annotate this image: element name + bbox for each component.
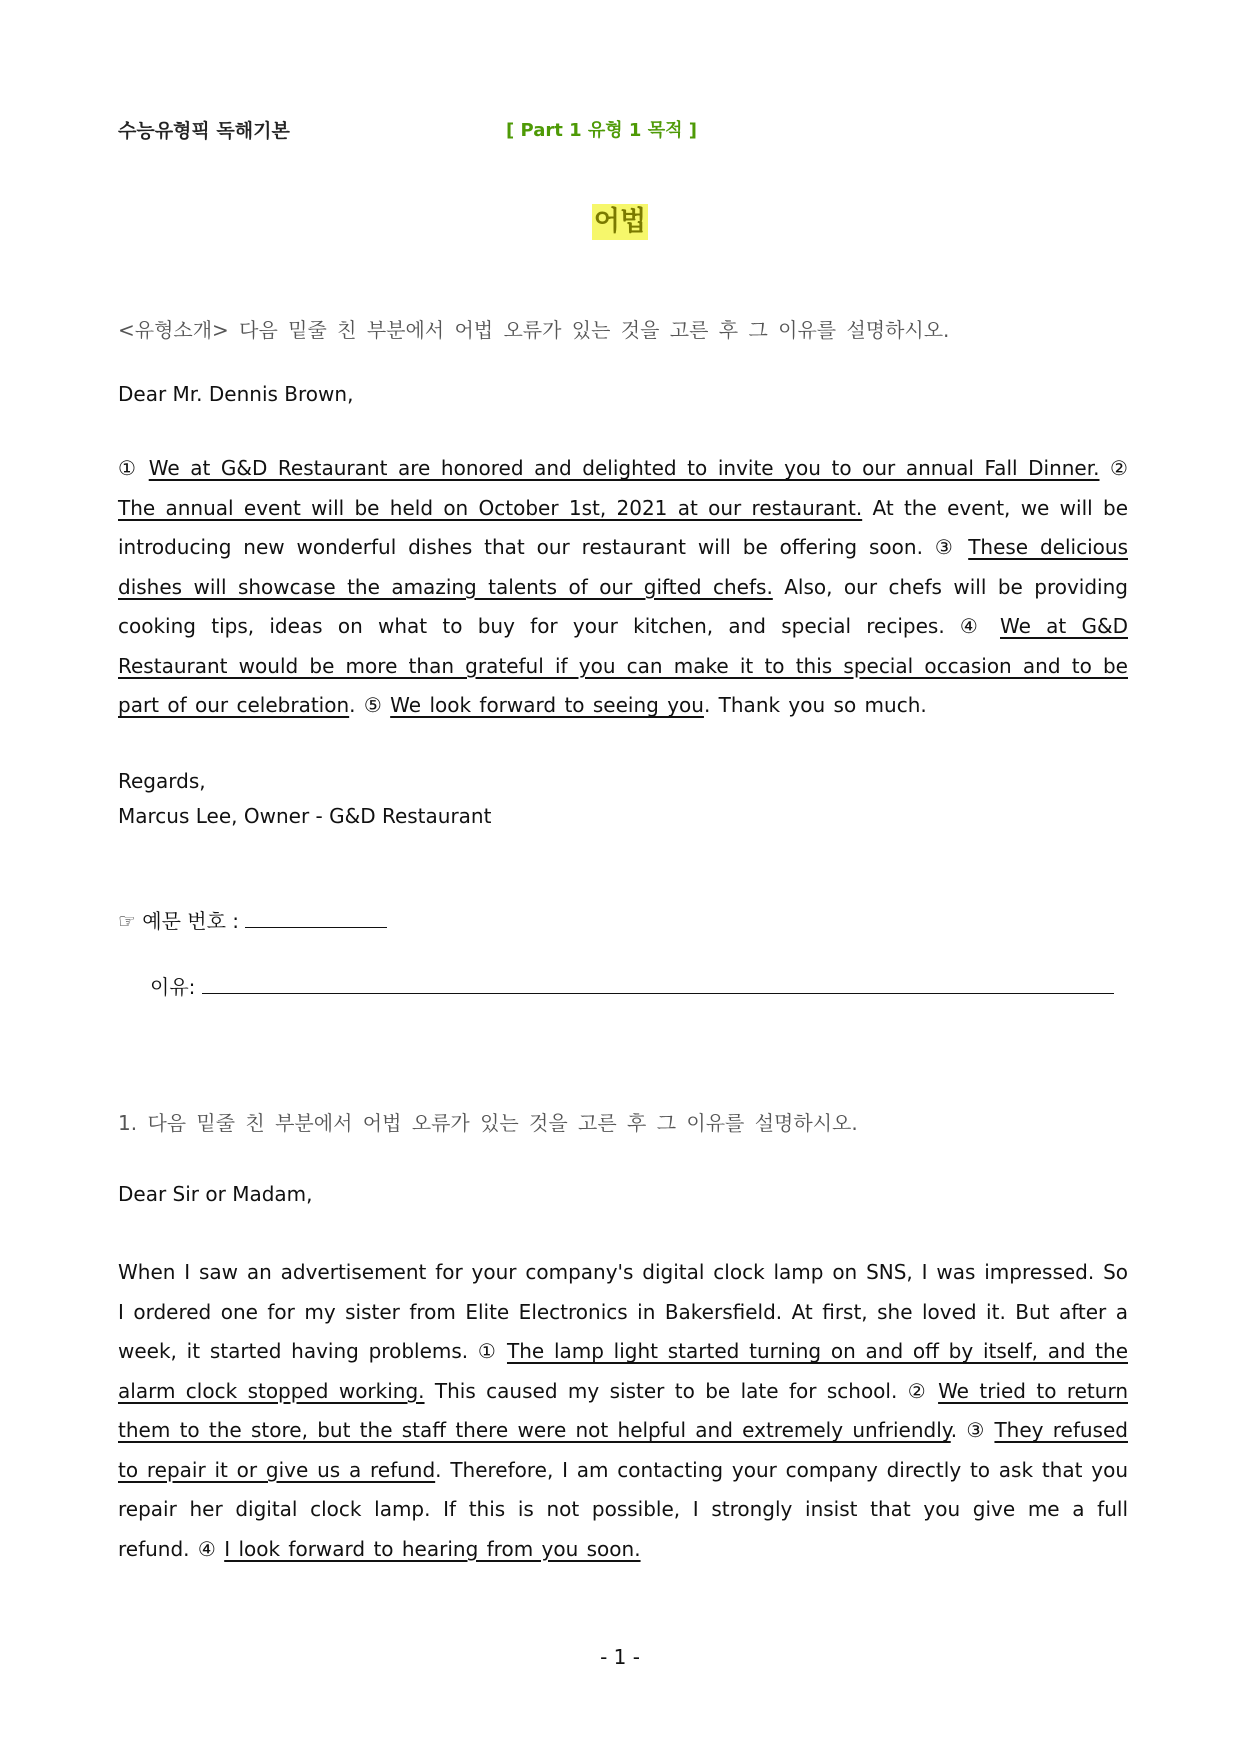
underlined-sentence-4: We at G&D Restaurant would be more than grateful if you can make it to this special occasion and to be part of our celebration [118, 614, 1128, 717]
intro-passage [118, 449, 1128, 726]
reason-label: 이유: [150, 975, 202, 999]
q1-salutation: Dear Sir or Madam, [118, 1182, 313, 1206]
intro-instruction: <유형소개> 다음 밑줄 친 부분에서 어법 오류가 있는 것을 고른 후 그 이유를 설명하시오. [118, 318, 950, 342]
passage-text: . Therefore, I am contacting your company directly to ask that you repair her digital clock lamp. If this is not possible, I strongly insist that you give me a full refund. ④ [118, 1457, 1128, 1561]
part-label: [ Part 1 유형 1 목적 ] [506, 120, 697, 141]
reason-row [150, 971, 1126, 1000]
book-title: 수능유형픽 독해기본 [118, 120, 290, 142]
passage-text: When I saw an advertisement for your company's digital clock lamp on SNS, I was impressed. So I ordered one for my sister from Elite Electronics in Bakersfield. At first, she loved it. But after a week, it started having problems. ① [118, 1260, 1128, 1363]
q1-instruction: 1. 다음 밑줄 친 부분에서 어법 오류가 있는 것을 고른 후 그 이유를 설명하시오. [118, 1111, 858, 1135]
letter-signature: Marcus Lee, Owner - G&D Restaurant [118, 804, 492, 828]
q1-passage [118, 1253, 1128, 1569]
underlined-sentence-3: They refused to repair it or give us a refund [118, 1418, 1128, 1482]
underlined-sentence-1: We at G&D Restaurant are honored and delighted to invite you to our annual Fall Dinner. [148, 456, 1100, 480]
passage-text: ② [1099, 456, 1128, 480]
intro-salutation: Dear Mr. Dennis Brown, [118, 382, 354, 406]
underlined-sentence-3: These delicious dishes will showcase the amazing talents of our gifted chefs. [118, 535, 1128, 599]
underlined-sentence-1: The lamp light started turning on and off by itself, and the alarm clock stopped working. [118, 1339, 1128, 1403]
passage-text: This caused my sister to be late for school. ② [424, 1378, 939, 1403]
page-number: - 1 - [600, 1645, 640, 1669]
section-title-wrap [0, 204, 1240, 240]
underlined-sentence-4: I look forward to hearing from you soon. [224, 1536, 641, 1561]
passage-text: ① [118, 456, 149, 480]
passage-text: Also, our chefs will be providing cooking tips, ideas on what to buy for your kitchen, and special recipes. ④ [118, 574, 1128, 638]
reason-blank[interactable] [202, 973, 1114, 994]
underlined-sentence-5: We look forward to seeing you [390, 693, 704, 717]
passage-text: . ⑤ [349, 693, 391, 717]
underlined-sentence-2: The annual event will be held on October 1st, 2021 at our restaurant. [118, 495, 863, 520]
letter-closing: Regards, [118, 769, 206, 793]
answer-blank[interactable] [245, 907, 387, 928]
passage-text: At the event, we will be introducing new wonderful dishes that our restaurant will be offering soon. ③ [118, 495, 1128, 559]
passage-text: . ③ [950, 1418, 995, 1442]
passage-text: . Thank you so much. [703, 693, 927, 717]
section-title: 어법 [592, 204, 648, 240]
answer-label: ☞ 예문 번호 : [118, 909, 246, 933]
page-header [118, 116, 1128, 144]
underlined-sentence-2: We tried to return them to the store, but the staff there were not helpful and extremely unfriendly [118, 1378, 1128, 1442]
answer-row [118, 905, 1128, 934]
